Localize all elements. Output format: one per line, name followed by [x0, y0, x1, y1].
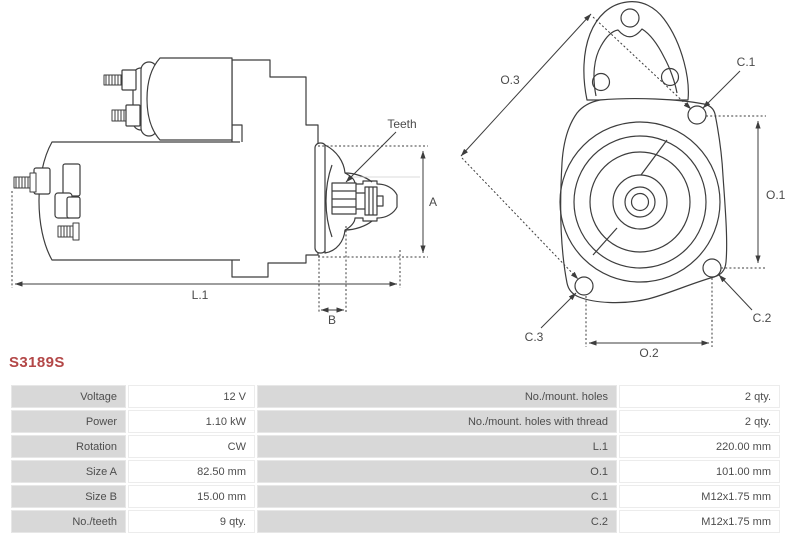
callout-line-c2 [719, 275, 752, 310]
dim-label-o2: O.2 [639, 346, 659, 360]
front-view [560, 2, 727, 303]
spec-label: C.1 [257, 485, 617, 508]
shaft-nut [365, 187, 377, 215]
hole-label-c2: C.2 [752, 311, 772, 325]
table-row [11, 435, 780, 458]
callout-line-c3 [541, 293, 576, 328]
table-row [11, 510, 780, 533]
left-stud-washer [30, 173, 36, 192]
bracket-outline [232, 60, 318, 277]
dim-label-o1: O.1 [766, 188, 786, 202]
spec-label: Power [11, 410, 126, 433]
terminal-stud-lower [112, 110, 126, 121]
lower-stub-plate [73, 223, 79, 240]
terminal-stud-upper [104, 75, 122, 85]
mounting-plate [561, 99, 727, 303]
spec-value: 9 qty. [128, 510, 255, 533]
dim-label-l1: L.1 [191, 288, 209, 302]
spec-value: 1.10 kW [128, 410, 255, 433]
spec-value: CW [128, 435, 255, 458]
spec-value: 2 qty. [619, 385, 780, 408]
part-number: S3189S [9, 354, 65, 371]
shaft-tip [377, 196, 383, 206]
spec-value: 15.00 mm [128, 485, 255, 508]
spec-label: Voltage [11, 385, 126, 408]
callout-line-c1 [703, 71, 740, 108]
spec-value: 82.50 mm [128, 460, 255, 483]
teeth-callout-line [346, 132, 396, 182]
spec-value: M12x1.75 mm [619, 510, 780, 533]
side-view [14, 58, 420, 277]
spec-label: O.1 [257, 460, 617, 483]
table-row [11, 385, 780, 408]
spec-label: No./teeth [11, 510, 126, 533]
terminal-nut-lower [126, 105, 140, 126]
dim-label-a: A [429, 195, 438, 209]
dim-label-b: B [327, 313, 337, 327]
spec-label: No./mount. holes with thread [257, 410, 617, 433]
dim-label-o3: O.3 [500, 73, 520, 87]
left-stud-thread [14, 177, 32, 188]
end-cap-inner [67, 197, 80, 218]
spec-value: 101.00 mm [619, 460, 780, 483]
spec-value: 12 V [128, 385, 255, 408]
spec-table [9, 383, 782, 535]
spec-label: L.1 [257, 435, 617, 458]
table-row [11, 410, 780, 433]
spec-label: Size B [11, 485, 126, 508]
teeth-label: Teeth [387, 117, 417, 131]
table-row [11, 485, 780, 508]
table-row [11, 460, 780, 483]
spec-label: C.2 [257, 510, 617, 533]
brush-block [63, 164, 80, 196]
terminal-nut-upper [122, 70, 136, 90]
spec-label: Rotation [11, 435, 126, 458]
spec-label: Size A [11, 460, 126, 483]
lower-stub-thread [58, 226, 74, 237]
mount-flange [315, 143, 326, 253]
solenoid-body [147, 58, 232, 140]
spec-label: No./mount. holes [257, 385, 617, 408]
hole-label-c3: C.3 [524, 330, 544, 344]
spec-value: 220.00 mm [619, 435, 780, 458]
hole-label-c1: C.1 [736, 55, 756, 69]
spec-value: 2 qty. [619, 410, 780, 433]
spec-value: M12x1.75 mm [619, 485, 780, 508]
